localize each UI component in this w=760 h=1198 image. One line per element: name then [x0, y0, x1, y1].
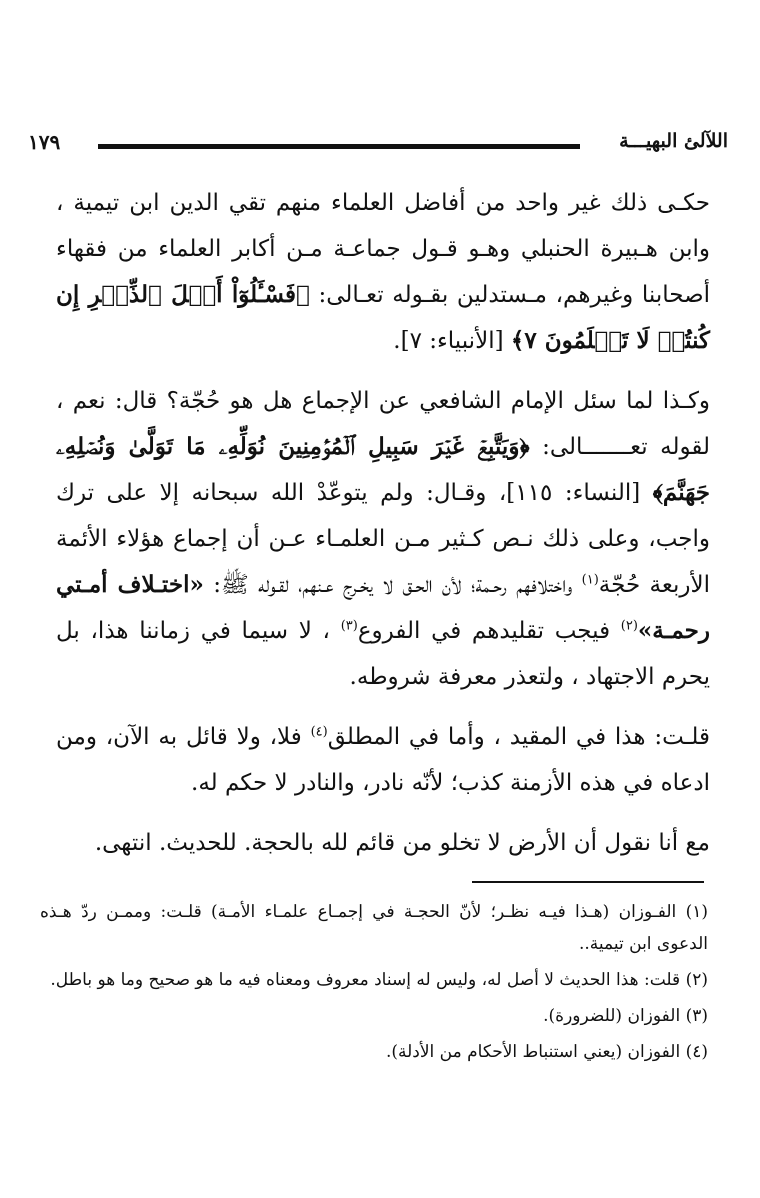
- page-header: [28, 130, 728, 160]
- footnote-marker-4[interactable]: (٤): [310, 724, 328, 740]
- paragraph-2-text-b: [النساء: ١١٥]، وقـال: ولم يتوعّدْ الله سبحانه إلا على ترك واجب، وعلى ذلك نـص كـثير مـن العلمـاء عـن أن إجماع هؤلاء الأئمة الأربعة حُجّة: [56, 480, 711, 598]
- verse-1-reference: [الأنبياء: ٧].: [393, 328, 511, 354]
- paragraph-3: [56, 714, 710, 806]
- running-title: اللآلئ البهيـــة: [619, 130, 728, 152]
- paragraph-1-text: حكـى ذلك غير واحد من أفاضل العلماء منهم تقي الدين ابن تيمية ، وابن هـبيرة الحنبلي وهـو قـول جماعـة مـن أكابر العلماء من فقهاء أصحابنا وغيرهم، مـستدلين بقـوله تعـالى:: [56, 190, 710, 308]
- header-rule: [98, 144, 580, 149]
- footnote-1: (١) الفـوزان (هـذا فيـه نظـر؛ لأنّ الحجـة في إجمـاع علمـاء الأمـة) قلـت: وممـن ردّ هـذه الدعوى ابن تيمية..: [40, 902, 708, 954]
- footnote-marker-3[interactable]: (٣): [340, 618, 358, 634]
- paragraph-2: [56, 378, 710, 700]
- quran-verse-1: ﴿فَسْـَٔلُوٓاْ أَهۡلَ ٱلذِّكۡرِ إِن كُنتُمۡ لَا تَعۡلَمُونَ ٧﴾: [56, 281, 710, 354]
- paragraph-3-text-a: قلـت: هذا في المقيد ، وأما في المطلق: [327, 724, 711, 750]
- footnote-4: (٤) الفوزان (يعني استنباط الأحكام من الأدلة).: [385, 1042, 708, 1062]
- quran-verse-2: ﴿وَيَتَّبِعۡ غَيۡرَ سَبِيلِ ٱلۡمُؤۡمِنِينَ نُوَلِّهِۦ مَا تَوَلَّىٰ وَنُصۡلِهِۦ جَهَنَّمَ﴾: [56, 433, 710, 506]
- paragraph-4: [56, 820, 710, 866]
- paragraph-2-text-c: واختلافهم رحـمة؛ لأن الحـق لا يخـرج عـنهم، لقـوله ﷺ:: [203, 572, 582, 598]
- main-text: [56, 180, 710, 866]
- paragraph-4-text: مع أنا نقول أن الأرض لا تخلو من قائم لله بالحجة. للحديث. انتهى.: [94, 830, 710, 856]
- paragraph-1: [56, 180, 710, 364]
- paragraph-2-text-a: وكـذا لما سئل الإمام الشافعي عن الإجماع هل هو حُجّة؟ قال: نعم ، لقوله تعـــــــالى:: [56, 388, 710, 460]
- paragraph-2-text-d: فيجب تقليدهم في الفروع: [357, 618, 621, 644]
- paragraph-2-text-e: ، لا سيما في زماننا هذا، بل يحرم الاجتهاد ، ولتعذر معرفة شروطه.: [56, 618, 710, 690]
- footnote-separator: [472, 881, 704, 883]
- paragraph-3-text-b: فلا، ولا قائل به الآن، ومن ادعاه في هذه الأزمنة كذب؛ لأنّه نادر، والنادر لا حكم له.: [56, 724, 710, 796]
- hadith-quote: «اختـلاف أمـتي رحمـة»: [56, 571, 710, 644]
- footnote-3: (٣) الفوزان (للضرورة).: [543, 1006, 708, 1026]
- footnote-marker-2[interactable]: (٢): [620, 618, 638, 634]
- footnote-marker-1[interactable]: (١): [581, 572, 599, 588]
- footnote-2: (٢) قلت: هذا الحديث لا أصل له، وليس له إسناد معروف ومعناه فيه ما هو صحيح وما هو باطل.: [50, 970, 708, 990]
- page-number: ١٧٩: [28, 130, 61, 154]
- footnotes: [40, 896, 708, 1068]
